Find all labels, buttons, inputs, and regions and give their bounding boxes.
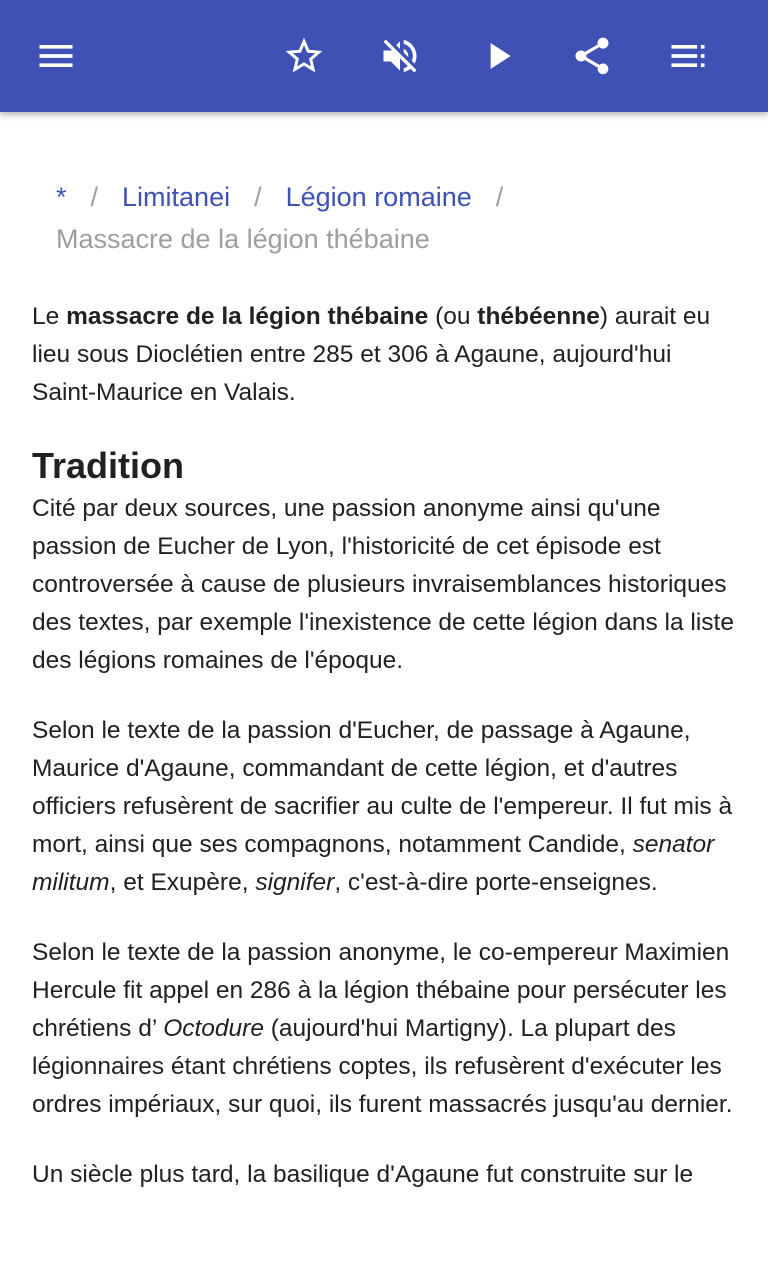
contents-button[interactable]	[660, 28, 716, 84]
play-icon	[476, 34, 520, 78]
article-body	[32, 298, 742, 1226]
paragraph: Selon le texte de la passion d'Eucher, de passage à Agaune, Maurice d'Agaune, commandant de cette légion, et d'autres officiers refusèrent de sacrifier au culte de l'empereur. Il fut mis à mort, ainsi que ses compagnons, notamment Candide, senator militum, et Exupère, signifer, c'est-à-dire porte-enseignes.	[32, 717, 733, 896]
mute-button[interactable]	[372, 28, 428, 84]
breadcrumb-current: Massacre de la légion thébaine	[56, 224, 430, 254]
breadcrumb-separator: /	[495, 182, 504, 212]
volume-off-icon	[378, 34, 422, 78]
paragraph: Cité par deux sources, une passion anonyme ainsi qu'une passion de Eucher de Lyon, l'historicité de cet épisode est controversée à cause de plusieurs invraisemblances historiques des textes, par exemple l'inexistence de cette légion dans la liste des légions romaines de l'époque.	[32, 495, 734, 674]
article-subject-alt: thébéenne	[477, 303, 600, 330]
app-toolbar	[0, 0, 768, 112]
breadcrumb-link-limitanei[interactable]: Limitanei	[122, 182, 231, 212]
breadcrumb-link-home[interactable]: *	[56, 182, 67, 212]
breadcrumb-separator: /	[254, 182, 262, 212]
bookmark-button[interactable]	[276, 28, 332, 84]
paragraph: Un siècle plus tard, la basilique d'Agaune fut construite sur le	[32, 1161, 694, 1188]
star-outline-icon	[282, 34, 326, 78]
menu-icon	[34, 34, 78, 78]
breadcrumb	[56, 176, 746, 260]
menu-button[interactable]	[28, 28, 84, 84]
intro-paragraph: Le massacre de la légion thébaine (ou thébéenne) aurait eu lieu sous Dioclétien entre 285 et 306 à Agaune, aujourd'hui Saint-Maurice en Valais.	[32, 303, 711, 406]
share-button[interactable]	[564, 28, 620, 84]
share-icon	[570, 34, 614, 78]
play-button[interactable]	[470, 28, 526, 84]
paragraph: Selon le texte de la passion anonyme, le co-empereur Maximien Hercule fit appel en 286 à la légion thébaine pour persécuter les chrétiens d’ Octodure (aujourd'hui Martigny). La plupart des légionnaires étant chrétiens coptes, ils refusèrent d'exécuter les ordres impériaux, sur quoi, ils furent massacrés jusqu'au dernier.	[32, 939, 733, 1118]
section-heading: Tradition	[32, 445, 184, 486]
article-subject: massacre de la légion thébaine	[66, 303, 429, 330]
article-content	[0, 112, 768, 1280]
breadcrumb-separator: /	[90, 182, 99, 212]
playlist-icon	[666, 34, 710, 78]
breadcrumb-link-legion-romaine[interactable]: Légion romaine	[285, 182, 472, 212]
